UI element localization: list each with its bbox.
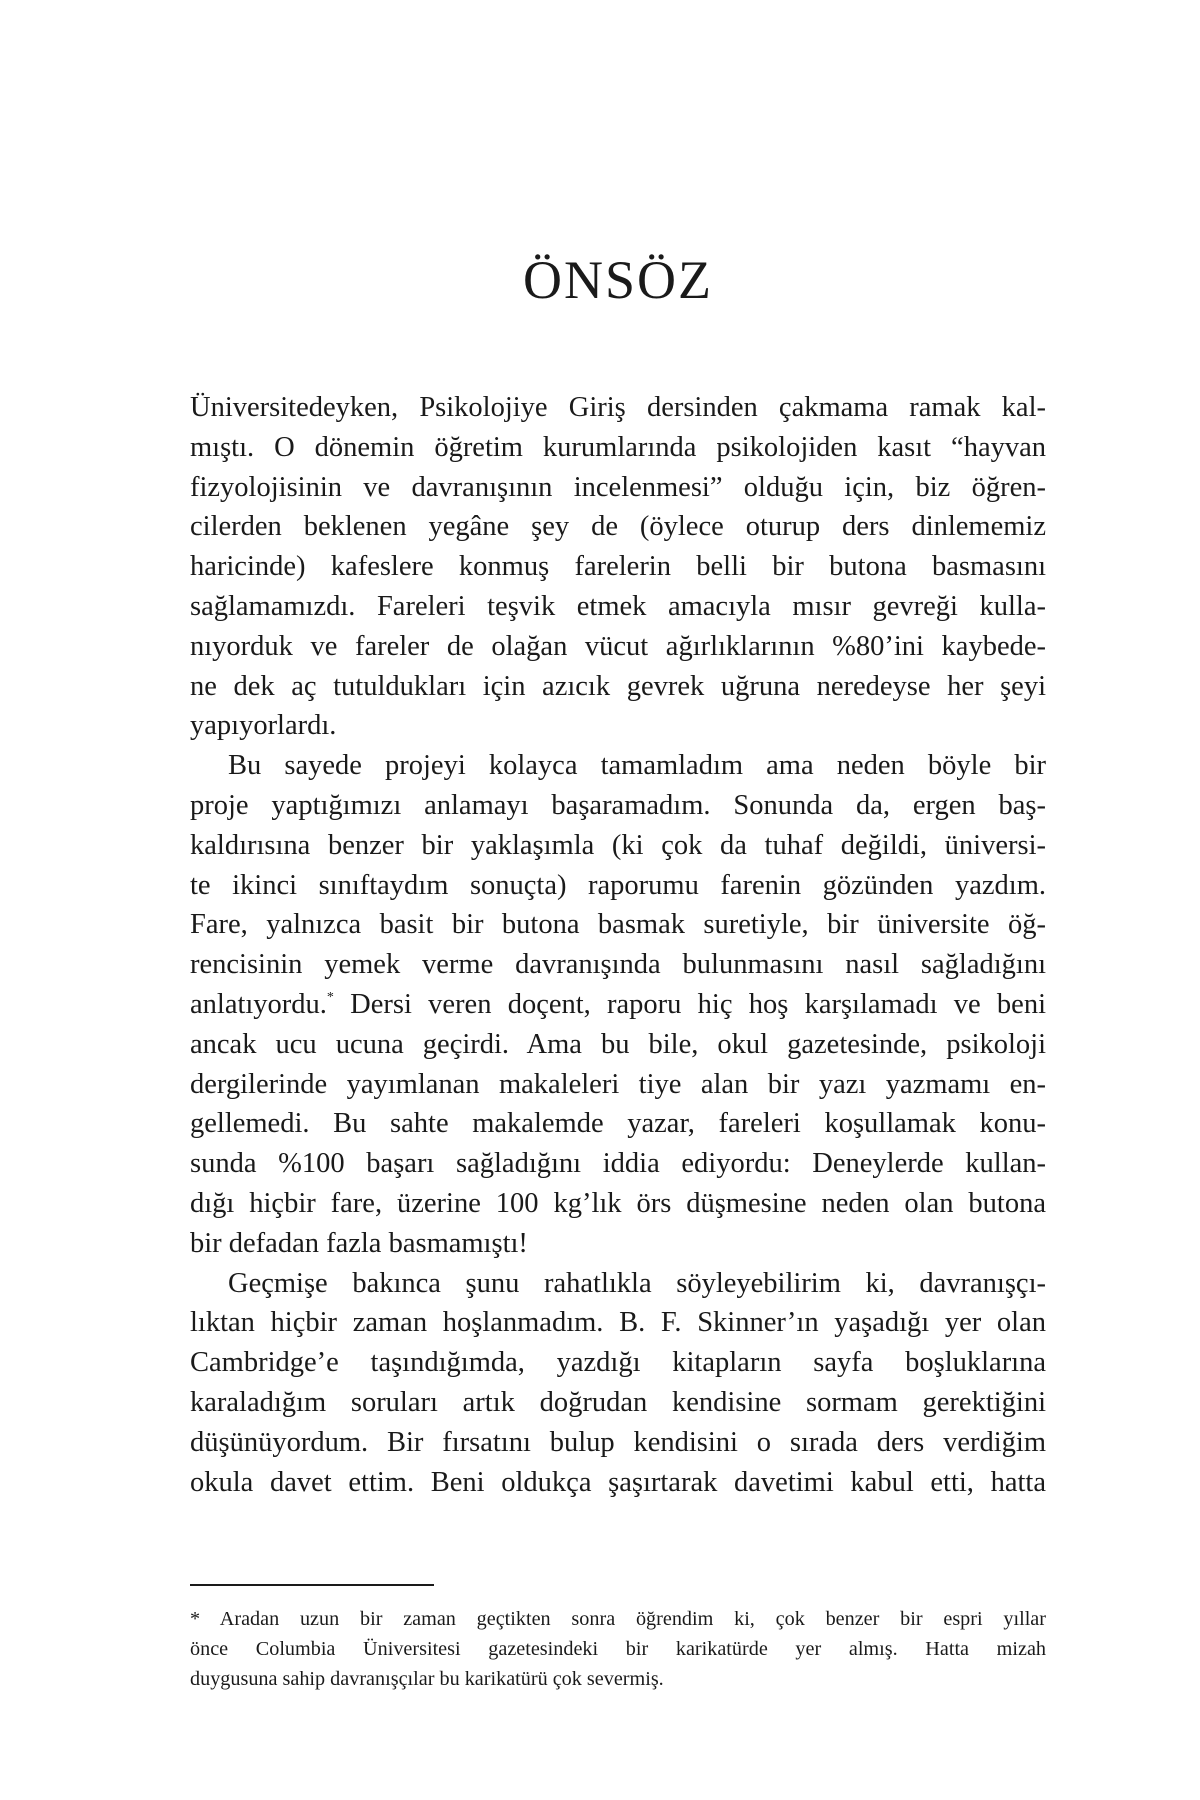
text-line: dığı hiçbir fare, üzerine 100 kg’lık örs düşmesine neden olan butona [190,1187,1046,1219]
paragraph-3 [190,1264,1046,1503]
paragraph-2 [190,746,1046,1263]
text-line: ne dek aç tutuldukları için azıcık gevrek uğruna neredeyse her şeyi [190,670,1046,702]
chapter-title: ÖNSÖZ [522,250,713,310]
text-line-with-footnote [190,985,1046,1025]
text-line: kaldırısına benzer bir yaklaşımla (ki çok da tuhaf değildi, üniversi- [190,829,1046,861]
text-line: gellemedi. Bu sahte makalemde yazar, fareleri koşullamak konu- [190,1108,1046,1140]
body-text [190,388,1046,1502]
footnote-line: önce Columbia Üniversitesi gazetesindeki bir karikatürde yer almış. Hatta mizah [190,1638,1046,1660]
text-line: sunda %100 başarı sağladığını iddia ediyordu: Deneylerde kullan- [190,1148,1046,1180]
text-line: bir defadan fazla basmamıştı! [190,1227,528,1259]
text-line: te ikinci sınıftaydım sonuçta) raporumu farenin gözünden yazdım. [190,869,1046,901]
text-line: Geçmişe bakınca şunu rahatlıkla söyleyebilirim ki, davranışçı- [228,1267,1046,1299]
text-line: proje yaptığımızı anlamayı başaramadım. Sonunda da, ergen baş- [190,789,1046,821]
text-line: Fare, yalnızca basit bir butona basmak suretiyle, bir üniversite öğ- [190,909,1046,941]
text-line: rencisinin yemek verme davranışında bulunmasını nasıl sağladığını [190,949,1046,981]
text-line: karaladığım soruları artık doğrudan kendisine sormam gerektiğini [190,1386,1046,1418]
footnote [190,1604,1046,1694]
footnote-line: duygusuna sahip davranışçılar bu karikatürü çok severmiş. [190,1668,664,1690]
footnote-line: * Aradan uzun bir zaman geçtikten sonra öğrendim ki, çok benzer bir espri yıllar [190,1608,1046,1630]
text-segment: Dersi veren doçent, raporu hiç hoş karşılamadı ve beni [333,988,1046,1020]
text-line: cilerden beklenen yegâne şey de (öylece oturup ders dinlememiz [190,511,1046,543]
footnote-reference: * [326,989,334,1005]
text-line: haricinde) kafeslere konmuş farelerin belli bir butona basmasını [190,551,1046,583]
text-line: mıştı. O dönemin öğretim kurumlarında psikolojiden kasıt “hayvan [190,431,1046,463]
text-line: Bu sayede projeyi kolayca tamamladım ama neden böyle bir [228,750,1046,782]
text-line: dergilerinde yayımlanan makaleleri tiye alan bir yazı yazmamı en- [190,1068,1046,1100]
text-line: Üniversitedeyken, Psikolojiye Giriş dersinden çakmama ramak kal- [190,392,1046,423]
paragraph-1 [190,388,1046,746]
text-line: ancak ucu ucuna geçirdi. Ama bu bile, okul gazetesinde, psikoloji [190,1028,1046,1060]
text-line: lıktan hiçbir zaman hoşlanmadım. B. F. Skinner’ın yaşadığı yer olan [190,1307,1046,1339]
text-line: nıyorduk ve fareler de olağan vücut ağırlıklarının %80’ini kaybede- [190,630,1046,662]
text-line: yapıyorlardı. [190,710,337,742]
text-segment: anlatıyordu. [190,988,327,1020]
text-line: sağlamamızdı. Fareleri teşvik etmek amacıyla mısır gevreği kulla- [190,590,1046,622]
footnote-divider [190,1584,434,1586]
text-line: okula davet ettim. Beni oldukça şaşırtarak davetimi kabul etti, hatta [190,1466,1046,1498]
book-page [190,0,1046,1800]
text-line: düşünüyordum. Bir fırsatını bulup kendisini o sırada ders verdiğim [190,1426,1046,1458]
text-line: Cambridge’e taşındığımda, yazdığı kitapların sayfa boşluklarına [190,1347,1046,1379]
text-line: fizyolojisinin ve davranışının incelenmesi” olduğu için, biz öğren- [190,471,1046,503]
